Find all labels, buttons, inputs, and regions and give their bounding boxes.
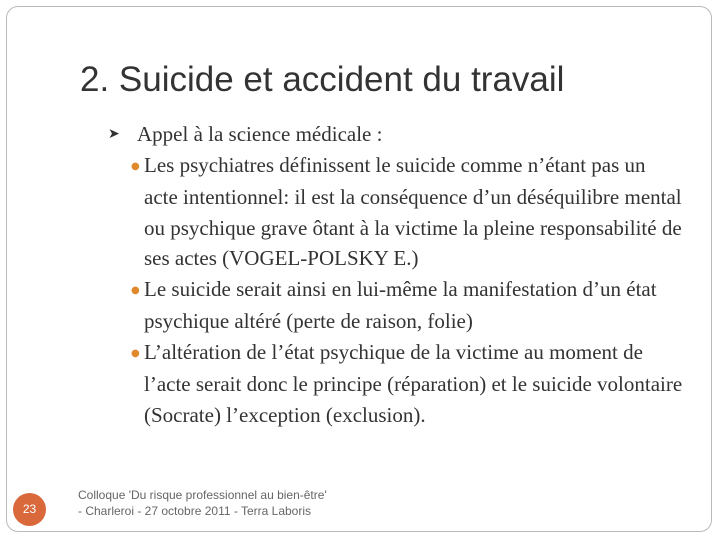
orange-bullet-icon: ●	[131, 284, 140, 296]
bullet-item-text: L’altération de l’état psychique de la victime au moment de l’acte serait donc le principe (réparation) et le suicide volontaire (Socrate) l’exception (exclusion).	[144, 339, 683, 427]
slide-title: 2. Suicide et accident du travail	[80, 60, 565, 99]
bullet-item-text: Le suicide serait ainsi en lui-même la manifestation d’un état psychique altéré (perte de raison, folie)	[144, 276, 657, 333]
bullet-item-3	[104, 337, 684, 431]
bullet-item-text: Les psychiatres définissent le suicide comme n’étant pas un acte intentionnel: il est la conséquence d’un déséquilibre mental ou psychique grave ôtant à la victime la pleine responsabilité de ses actes (VOGEL-POLSKY E.)	[144, 152, 682, 270]
orange-bullet-icon: ●	[131, 160, 140, 172]
bullet-level1-text: Appel à la science médicale :	[137, 122, 383, 146]
footer-line-1: Colloque 'Du risque professionnel au bien-être'	[78, 488, 327, 502]
bullet-item-2	[104, 274, 684, 337]
bullet-level1	[108, 119, 684, 150]
bullet-item-1	[104, 150, 684, 274]
footer-line-2: - Charleroi - 27 octobre 2011 - Terra Laboris	[78, 504, 312, 518]
footer-text	[78, 487, 398, 519]
arrow-bullet-icon: ➤	[108, 126, 120, 142]
page-number: 23	[13, 493, 46, 526]
orange-bullet-icon: ●	[131, 347, 140, 359]
slide-content	[104, 119, 684, 430]
